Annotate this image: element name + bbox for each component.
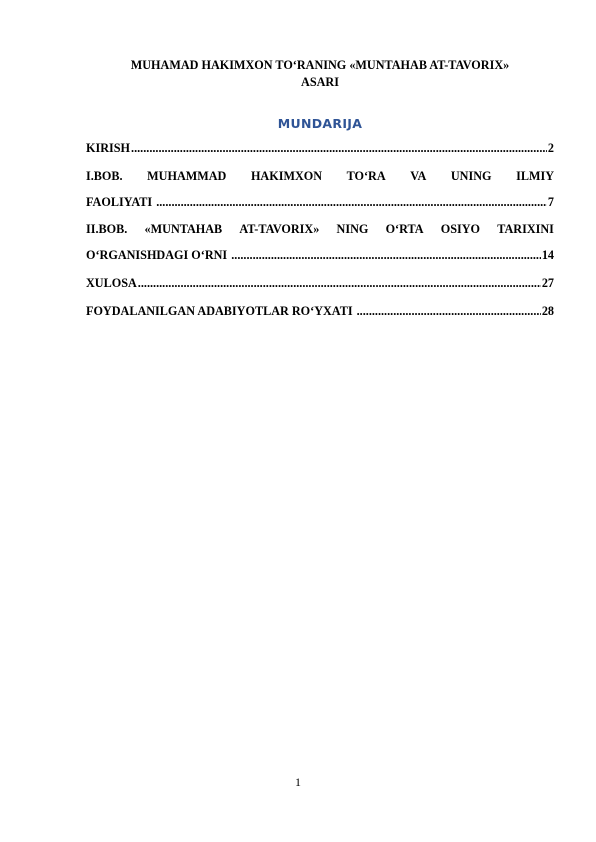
document-title <box>86 57 554 91</box>
toc-leader-dots <box>156 194 547 211</box>
toc-word: TARIXINI <box>497 222 554 236</box>
toc-entry-title: FAOLIYATI <box>86 195 156 209</box>
toc-entry-bob1[interactable] <box>86 168 554 211</box>
toc-word: «MUNTAHAB <box>144 222 223 236</box>
toc-entry-kirish[interactable] <box>86 140 554 157</box>
toc-entry-title-line <box>86 221 554 238</box>
toc-word: VA <box>410 169 427 183</box>
toc-leader-dots <box>231 247 541 264</box>
toc-entry-page: 2 <box>547 141 554 155</box>
title-line-1: MUHAMAD HAKIMXON TO‘RANING «MUNTAHAB AT-TAVORIX» <box>130 58 510 72</box>
toc-entry-continuation <box>86 247 554 264</box>
toc-entry-title: XULOSA <box>86 276 137 290</box>
toc-word: NING <box>336 222 369 236</box>
toc-entry-title-line <box>86 168 554 185</box>
toc-word: I.BOB. <box>86 169 123 183</box>
toc-word: ILMIY <box>516 169 554 183</box>
toc-word: OSIYO <box>440 222 481 236</box>
toc-entry-page: 28 <box>541 304 554 318</box>
toc-word: II.BOB. <box>86 222 128 236</box>
toc-leader-dots <box>138 275 541 292</box>
toc-word: AT-TAVORIX» <box>239 222 320 236</box>
toc-word: O‘RTA <box>385 222 424 236</box>
page-number: 1 <box>295 775 301 789</box>
toc-word: UNING <box>450 169 492 183</box>
toc-word: HAKIMXON <box>250 169 323 183</box>
toc-word: MUHAMMAD <box>147 169 227 183</box>
toc-entry-xulosa[interactable] <box>86 275 554 292</box>
toc-word: TO‘RA <box>346 169 386 183</box>
toc-entry-page: 27 <box>541 276 554 290</box>
toc-entry-title: FOYDALANILGAN ADABIYOTLAR RO‘YXATI <box>86 304 356 318</box>
toc-entry-bob2[interactable] <box>86 221 554 264</box>
toc-entry-page: 14 <box>541 248 554 262</box>
toc-entry-continuation <box>86 194 554 211</box>
title-line-2: ASARI <box>301 75 339 89</box>
toc-heading: MUNDARIJA <box>277 116 363 131</box>
toc-entry-adabiyotlar[interactable] <box>86 303 554 320</box>
table-of-contents <box>86 140 554 320</box>
toc-entry-title: KIRISH <box>86 141 131 155</box>
toc-entry-title: O‘RGANISHDAGI O‘RNI <box>86 248 231 262</box>
toc-leader-dots <box>131 140 547 157</box>
toc-entry-page: 7 <box>547 195 554 209</box>
toc-leader-dots <box>357 303 541 320</box>
